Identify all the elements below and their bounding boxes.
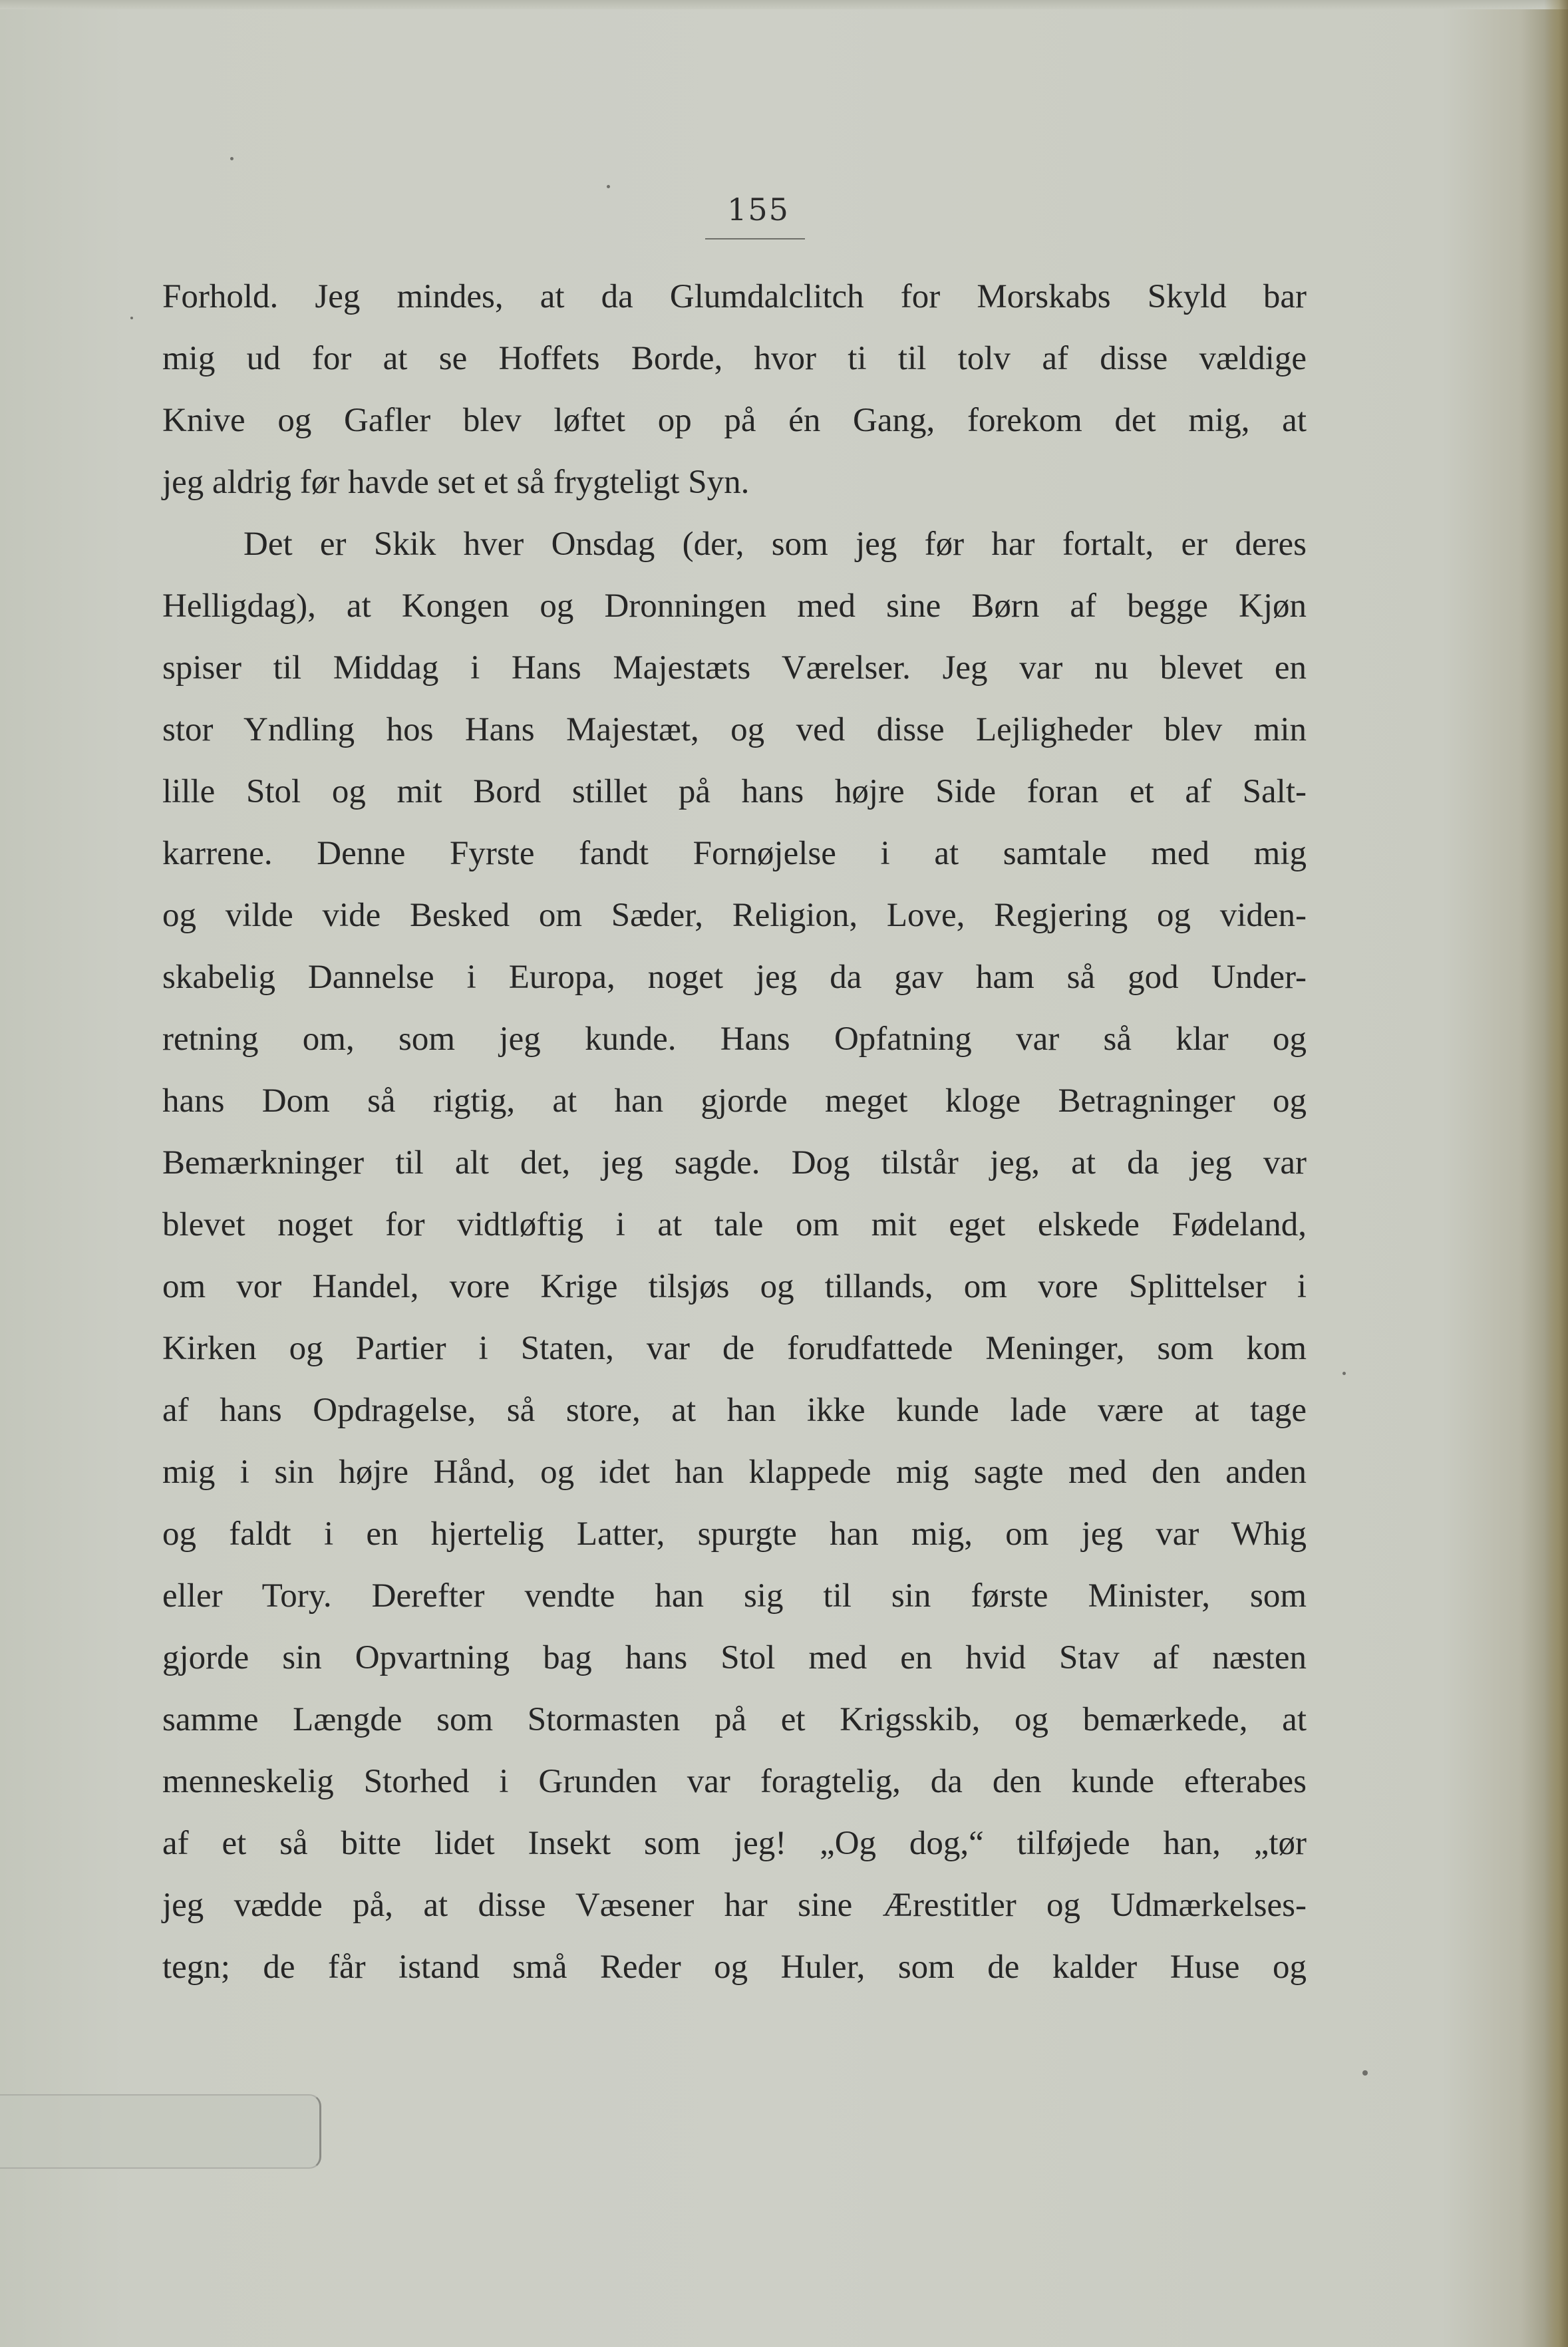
page-binding-edge [1544, 0, 1568, 2347]
text-line: og faldt i en hjertelig Latter, spurgte han mig, om jeg var Whig [162, 1515, 1307, 1553]
text-line: Forhold. Jeg mindes, at da Glumdalclitch for Morskabs Skyld bar [162, 278, 1307, 315]
text-line: tegn; de får istand små Reder og Huler, som de kalder Huse og [162, 1949, 1307, 1986]
text-line: blevet noget for vidtløftig i at tale om mit eget elskede Fødeland, [162, 1206, 1307, 1243]
paper-speck [607, 185, 610, 188]
text-line: mig ud for at se Hoffets Borde, hvor ti til tolv af disse vældige [162, 340, 1307, 377]
text-line: jeg vædde på, at disse Væsener har sine Ærestitler og Udmærkelses- [162, 1887, 1307, 1924]
text-line: Knive og Gafler blev løftet op på én Gang, forekom det mig, at [162, 402, 1307, 439]
text-line: og vilde vide Besked om Sæder, Religion, Love, Regjering og viden- [162, 897, 1307, 934]
text-line: gjorde sin Opvartning bag hans Stol med en hvid Stav af næsten [162, 1639, 1307, 1676]
text-line: spiser til Middag i Hans Majestæts Værelser. Jeg var nu blevet en [162, 649, 1307, 687]
text-line: Bemærkninger til alt det, jeg sagde. Dog tilstår jeg, at da jeg var [162, 1144, 1307, 1181]
text-line: af hans Opdragelse, så store, at han ikke kunde lade være at tage [162, 1392, 1307, 1429]
text-line: skabelig Dannelse i Europa, noget jeg da gav ham så god Under- [162, 959, 1307, 996]
text-line: Det er Skik hver Onsdag (der, som jeg før har fortalt, er deres [243, 526, 1307, 563]
text-line: retning om, som jeg kunde. Hans Opfatning var så klar og [162, 1020, 1307, 1058]
text-line: Helligdag), at Kongen og Dronningen med sine Børn af begge Kjøn [162, 587, 1307, 625]
page-number-rule [705, 238, 805, 239]
text-line: eller Tory. Derefter vendte han sig til sin første Minister, som [162, 1577, 1307, 1615]
text-line: hans Dom så rigtig, at han gjorde meget kloge Betragninger og [162, 1082, 1307, 1120]
page-top-edge [0, 0, 1568, 9]
text-line: menneskelig Storhed i Grunden var foragtelig, da den kunde efterabes [162, 1763, 1307, 1800]
text-line: jeg aldrig før havde set et så frygteligt Syn. [162, 464, 750, 501]
paper-speck [1362, 2070, 1368, 2076]
text-line: karrene. Denne Fyrste fandt Fornøjelse i at samtale med mig [162, 835, 1307, 872]
text-line: Kirken og Partier i Staten, var de forudfattede Meninger, som kom [162, 1330, 1307, 1367]
paper-speck [230, 157, 234, 160]
text-line: af et så bitte lidet Insekt som jeg! „Og dog,“ tilføjede han, „tør [162, 1825, 1307, 1862]
paper-speck [130, 317, 133, 319]
text-line: samme Længde som Stormasten på et Krigsskib, og bemærkede, at [162, 1701, 1307, 1738]
margin-bracket-mark [0, 2094, 321, 2169]
text-line: lille Stol og mit Bord stillet på hans højre Side foran et af Salt- [162, 773, 1307, 810]
body-text [162, 266, 1307, 1998]
text-line: mig i sin højre Hånd, og idet han klappede mig sagte med den anden [162, 1454, 1307, 1491]
paper-speck [1342, 1372, 1346, 1375]
text-line: om vor Handel, vore Krige tilsjøs og tillands, om vore Splittelser i [162, 1268, 1307, 1305]
text-line: stor Yndling hos Hans Majestæt, og ved disse Lejligheder blev min [162, 711, 1307, 748]
page-number: 155 [727, 192, 790, 228]
